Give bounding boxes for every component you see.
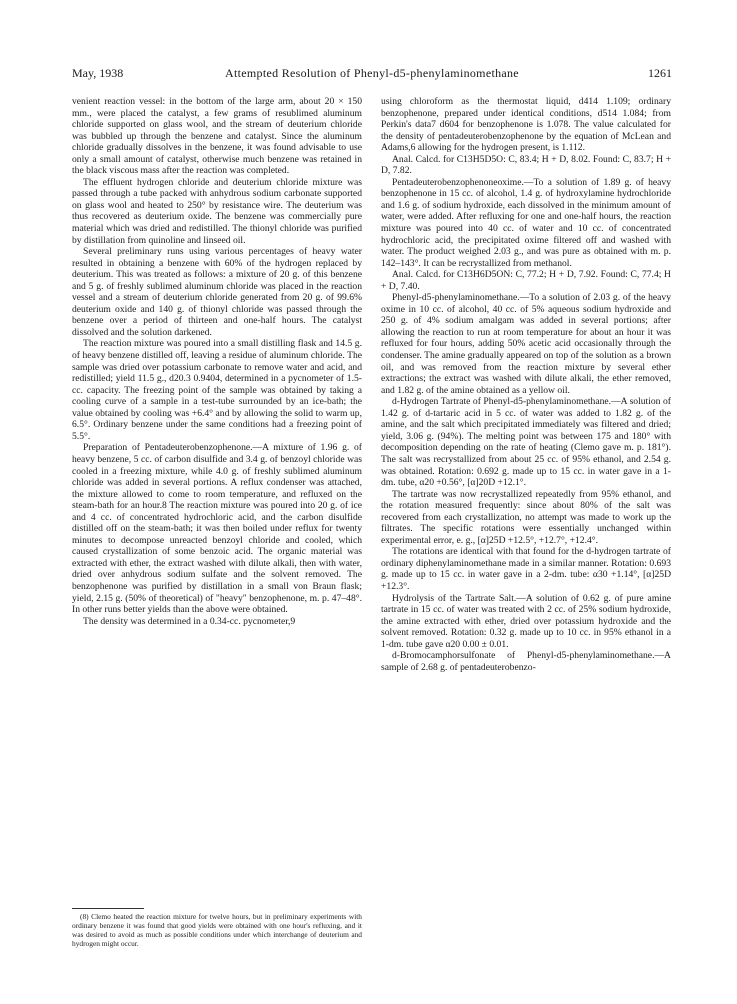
paragraph: Hydrolysis of the Tartrate Salt.—A solution of 0.62 g. of pure amine tartrate in 15 cc. of water was treated with 2 cc. of 25% sodium hydroxide, the amine extracted with ether, dried over potassium hydroxide and the solvent removed. Rotation: 0.32 g. made up to 10 cc. in 95% ethanol in a 1-dm. tube gave α20 0.00 ± 0.01. <box>381 592 671 650</box>
page-number: 1261 <box>648 66 672 80</box>
paragraph: Anal. Calcd. for C13H5D5O: C, 83.4; H + D, 8.02. Found: C, 83.7; H + D, 7.82. <box>381 153 671 177</box>
paragraph: Several preliminary runs using various percentages of heavy water resulted in obtaining a benzene with 60% of the hydrogen replaced by deuterium. This was treated as follows: a mixture of 20 g. of this benzene and 5 g. of freshly sublimed aluminum chloride was placed in the reaction vessel and a stream of deuterium chloride generated from 20 g. of 99.6% deuterium oxide and 140 g. of thionyl chloride was passed through the benzene over a period of thirteen and one-half hours. The catalyst dissolved and the solution darkened. <box>72 246 362 338</box>
paragraph: The tartrate was now recrystallized repeatedly from 95% ethanol, and the rotation measured frequently: since about 80% of the salt was recovered from each crystallization, no attempt was made to work up the filtrates. The specific rotations were essentially unchanged within experimental error, e. g., [α]25D +12.5°, +12.7°, +12.4°. <box>381 488 671 546</box>
footnote <box>72 913 362 949</box>
paragraph: d-Bromocamphorsulfonate of Phenyl-d5-phenylaminomethane.—A sample of 2.68 g. of pentadeuterobenzo- <box>381 650 671 673</box>
header-date: May, 1938 <box>72 66 124 80</box>
left-column <box>72 96 362 627</box>
paragraph: Preparation of Pentadeuterobenzophenone.—A mixture of 1.96 g. of heavy benzene, 5 cc. of carbon disulfide and 3.4 g. of benzoyl chloride was cooled in a freezing mixture, while 4.0 g. of freshly sublimed aluminum chloride was added in several portions. A reflux condenser was attached, the mixture allowed to come to room temperature, and refluxed on the steam-bath for an hour.8 The reaction mixture was poured into 20 g. of ice and 4 cc. of concentrated hydrochloric acid, and the carbon disulfide distilled off on the steam-bath; it was then boiled under reflux for twenty minutes to decompose unreacted benzoyl chloride and cooled, which caused crystallization of some benzoic acid. The organic material was extracted with ether, the extract washed with dilute alkali, then with water, dried over anhydrous sodium sulfate and the solvent removed. The benzophenone was purified by distillation in a small von Braun flask; yield, 2.15 g. (50% of theoretical) of "heavy" benzophenone, m. p. 47–48°. In other runs better yields than the above were obtained. <box>72 442 362 616</box>
header-title: Attempted Resolution of Phenyl-d5-phenylaminomethane <box>225 66 519 80</box>
paragraph: The density was determined in a 0.34-cc. pycnometer,9 <box>83 615 296 627</box>
right-column <box>381 96 671 673</box>
paragraph: d-Hydrogen Tartrate of Phenyl-d5-phenylaminomethane.—A solution of 1.42 g. of d-tartaric acid in 5 cc. of water was added to 1.82 g. of the amine, and the salt which precipitated immediately was filtered and dried; yield, 3.06 g. (94%). The melting point was between 175 and 180° with decomposition depending on the rate of heating (Clemo gave m. p. 181°). The salt was recrystallized from about 25 cc. of 95% ethanol, and 2.54 g. was obtained. Rotation: 0.692 g. made up to 15 cc. in water gave in a 1-dm. tube, α20 +0.56°, [α]20D +12.1°. <box>381 396 671 489</box>
paragraph: The effluent hydrogen chloride and deuterium chloride mixture was passed through a tube packed with anhydrous sodium carbonate supported on glass wool and heated to 250° by resistance wire. The deuterium was thus recovered as deuterium oxide. The benzene was commercially pure material which was dried and redistilled. The thionyl chloride was purified by distillation from quinoline and linseed oil. <box>72 176 362 246</box>
running-header <box>72 66 672 82</box>
paragraph: The reaction mixture was poured into a small distilling flask and 14.5 g. of heavy benzene distilled off, leaving a residue of aluminum chloride. The sample was dried over potassium carbonate to remove water and acid, and redistilled; yield 11.5 g., d20.3 0.9404, determined in a pycnometer of 1.5-cc. capacity. The freezing point of the sample was obtained by taking a cooling curve of a sample in a test-tube surrounded by an ice-bath; the value obtained by cooling was +6.4° and by allowing the solid to warm up, 6.5°. Ordinary benzene under the same conditions had a freezing point of 5.5°. <box>72 338 362 442</box>
footnote-text: (8) Clemo heated the reaction mixture for twelve hours, but in preliminary experiments with ordinary benzene it was found that good yields were obtained with one hour's refluxing, and it was desired to avoid as much as possible conditions under which interchange of deuterium and hydrogen might occur. <box>72 912 362 948</box>
footnote-divider <box>72 908 144 909</box>
paragraph: The rotations are identical with that found for the d-hydrogen tartrate of ordinary diphenylaminomethane made in a similar manner. Rotation: 0.693 g. made up to 15 cc. in water gave in a 2-dm. tube: α30 +1.14°, [α]25D +12.3°. <box>381 546 671 592</box>
paragraph: venient reaction vessel: in the bottom of the large arm, about 20 × 150 mm., were placed the catalyst, a few grams of resublimed aluminum chloride supported on glass wool, and the stream of deuterium chloride was bubbled up through the benzene and catalyst. Since the aluminum chloride gradually dissolves in the benzene, it was found advisable to use only a small amount of catalyst, otherwise much benzene was retained in the black viscous mass after the reaction was completed. <box>72 96 362 177</box>
paragraph: Pentadeuterobenzophenoneoxime.—To a solution of 1.89 g. of heavy benzophenone in 15 cc. of alcohol, 1.4 g. of hydroxylamine hydrochloride and 1.6 g. of sodium hydroxide, each dissolved in the minimum amount of water, were added. After refluxing for one and one-half hours, the reaction mixture was poured into 40 cc. of water and 10 cc. of concentrated hydrochloric acid, the precipitated oxime filtered off and washed with water. The product weighed 2.03 g., and was pure as obtained with m. p. 142–143°. It can be recrystallized from methanol. <box>381 176 671 269</box>
paragraph: Phenyl-d5-phenylaminomethane.—To a solution of 2.03 g. of the heavy oxime in 10 cc. of alcohol, 40 cc. of 5% aqueous sodium hydroxide and 250 g. of 4% sodium amalgam was added in several portions; after allowing the reaction to run at room temperature for about an hour it was refluxed for four hours, adding 50% acetic acid occasionally through the condenser. The amine gradually appeared on top of the solution as a brown oil, and was removed from the reaction mixture by several ether extractions; the extract was washed with dilute alkali, the ether removed, and 1.82 g. of the amine obtained as a yellow oil. <box>381 292 671 396</box>
paragraph: using chloroform as the thermostat liquid, d414 1.109; ordinary benzophenone, prepared under identical conditions, d514 1.084; from Perkin's data7 d604 for benzophenone is 1.078. The value calculated for the density of pentadeuterobenzophenone by the equation of McLean and Adams,6 allowing for the hydrogen present, is 1.112. <box>381 96 671 154</box>
paragraph: Anal. Calcd. for C13H6D5ON: C, 77.2; H + D, 7.92. Found: C, 77.4; H + D, 7.40. <box>381 269 671 292</box>
